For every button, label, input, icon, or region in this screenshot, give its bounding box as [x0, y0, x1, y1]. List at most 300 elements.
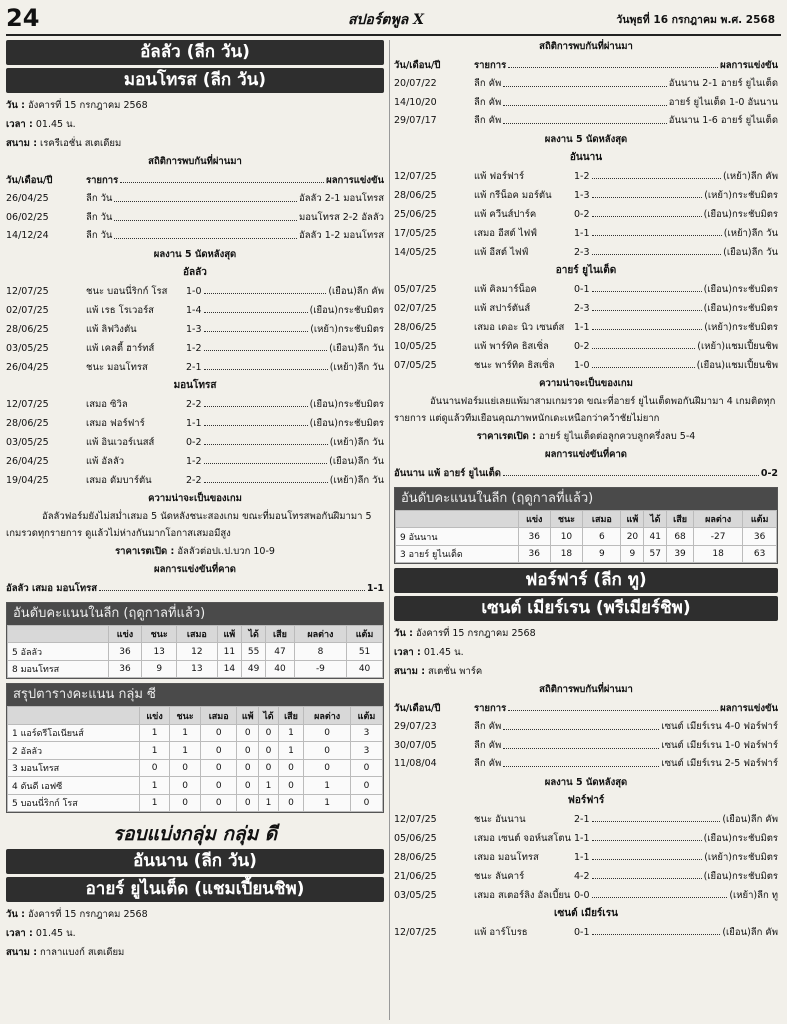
form-detail: [574, 356, 778, 375]
form-row: [6, 395, 384, 414]
match1-team2-name: มอนโทรส: [173, 379, 217, 391]
form-match: [474, 167, 574, 186]
table-column-header: เสมอ: [201, 707, 237, 725]
table-cell: 10: [550, 528, 583, 546]
form-opponent: ฟอร์ฟาร์: [110, 417, 145, 429]
form-competition: ลีก วัน: [357, 474, 384, 486]
form-date: 07/05/25: [394, 359, 437, 371]
h2h-result: เซนต์ เมียร์เรน 4-0 ฟอร์ฟาร์: [661, 721, 778, 733]
table-cell: 55: [242, 643, 266, 661]
table-cell: 0: [237, 777, 259, 795]
leader-dots: [503, 112, 667, 124]
h2h-row: [6, 190, 384, 209]
leader-dots: [204, 471, 328, 483]
table-cell: 40: [347, 660, 383, 678]
table-row: [8, 643, 383, 661]
match1-team1-bar: อัลลัว (ลีก วัน): [6, 40, 384, 65]
form-outcome: เสมอ: [474, 890, 496, 902]
form-detail: [574, 867, 778, 886]
table-cell: 36: [518, 545, 550, 563]
table-cell: 0: [201, 777, 237, 795]
table-cell: 0: [350, 777, 382, 795]
match1-h2h-title: สถิติการพบกันที่ผ่านมา: [148, 156, 242, 167]
match2-analysis-title: ความน่าจะเป็นของเกม: [539, 377, 633, 389]
table-cell: 1: [278, 742, 304, 760]
form-row: [6, 414, 384, 433]
match1-h2h-list: [6, 190, 384, 246]
table-cell: 40: [266, 660, 295, 678]
table-cell: -27: [694, 528, 743, 546]
form-score: 2-2: [186, 398, 202, 410]
form-date: 05/07/25: [394, 283, 437, 295]
form-competition: กระชับมิตร: [338, 304, 384, 316]
form-competition: กระชับมิตร: [732, 871, 778, 883]
form-row: [6, 282, 384, 301]
form-score: 1-3: [186, 323, 202, 335]
table-cell: 0: [304, 724, 351, 742]
form-row: [394, 224, 778, 243]
form-outcome: เสมอ: [474, 227, 496, 239]
table-column-header: ผลต่าง: [304, 707, 351, 725]
match1-team1-form: [6, 282, 384, 377]
form-opponent: ฟอร์ฟาร์: [489, 170, 525, 182]
form-competition: กระชับมิตร: [338, 398, 384, 410]
match1-venue: สนาม : เรครีเอชั่น สเตเดียม: [6, 138, 122, 149]
table-cell: 0: [201, 742, 237, 760]
table-cell: 0: [237, 724, 259, 742]
match2-prediction: อันนาน แพ้ อายร์ ยูไนเต็ด 0-2: [394, 464, 778, 483]
form-score: 1-0: [574, 359, 590, 371]
table-team: 3 อายร์ ยูไนเต็ด: [396, 545, 519, 563]
table-column-header: ได้: [242, 625, 266, 643]
form-opponent: ซิวิล: [110, 398, 128, 410]
form-opponent: กรีน็อค มอร์ตัน: [489, 189, 552, 201]
match2-h2h-list: [394, 75, 778, 131]
page-number: 24: [6, 4, 40, 32]
leader-dots: [204, 301, 308, 313]
match3-team2-name: เซนต์ เมียร์เรน: [554, 908, 618, 920]
match3-team1-name: ฟอร์ฟาร์: [567, 795, 605, 807]
leader-dots: [592, 867, 702, 879]
h2h-row: [394, 112, 778, 131]
form-detail: [186, 414, 384, 433]
h2h-result: อัลลัว 2-1 มอนโทรส: [299, 193, 384, 204]
leader-dots: [592, 167, 721, 179]
h2h-row: [394, 737, 778, 756]
form-score: 1-0: [186, 285, 202, 297]
table-cell: 20: [621, 528, 644, 546]
table-cell: 1: [140, 794, 170, 812]
form-match: [86, 282, 186, 301]
form-venue: (เหย้า): [722, 170, 751, 182]
table-column-header: แข่ง: [140, 707, 170, 725]
form-row: [394, 848, 778, 867]
form-score: 0-2: [186, 436, 202, 448]
table-cell: 0: [259, 724, 279, 742]
form-score: 1-2: [186, 342, 202, 354]
form-competition: กระชับมิตร: [732, 833, 778, 845]
leader-dots: [114, 209, 297, 221]
leader-dots: [503, 94, 667, 106]
table-row: [8, 724, 383, 742]
table-cell: 49: [242, 660, 266, 678]
form-row: [6, 433, 384, 452]
table-team: 4 ดันดี เอฟซี: [8, 777, 140, 795]
h2h-date: 20/07/22: [394, 78, 437, 89]
form-outcome: แพ้: [86, 455, 99, 467]
match2-odds: ราคาเรตเปิด : อายร์ ยูไนเต็ดต่อลูกควบลูกครึ่งลบ 5-4: [476, 430, 696, 442]
leader-dots: [204, 452, 328, 464]
form-score: 1-1: [574, 833, 590, 845]
form-score: 1-4: [186, 304, 202, 316]
form-match: [474, 299, 574, 318]
table-team-header: [8, 625, 109, 643]
form-competition: กระชับมิตร: [732, 302, 778, 314]
table-cell: 1: [140, 724, 170, 742]
table-cell: 0: [237, 759, 259, 777]
form-match: [474, 886, 574, 905]
form-match: [474, 318, 574, 337]
match3-team2-bar: เซนต์ เมียร์เรน (พรีเมียร์ชิพ): [394, 596, 778, 621]
form-date: 02/07/25: [6, 304, 49, 316]
table-column-header: แข่ง: [108, 625, 142, 643]
table-header-row: [8, 707, 383, 725]
form-venue: (เหย้า): [329, 361, 358, 373]
table-team: 5 อัลลัว: [8, 643, 109, 661]
form-outcome: แพ้: [474, 302, 487, 314]
table-cell: 1: [140, 777, 170, 795]
table-cell: 0: [201, 724, 237, 742]
form-competition: ลีก ทู: [757, 890, 778, 902]
table-column-header: แต้ม: [743, 510, 777, 528]
form-detail: [574, 167, 778, 186]
form-row: [394, 243, 778, 262]
match2-prediction-title: ผลการแข่งขันที่คาด: [545, 448, 627, 460]
match3-venue: สนาม : สเตชั่น พาร์ค: [394, 666, 483, 678]
table-column-header: แพ้: [217, 625, 242, 643]
table-cell: 6: [583, 528, 621, 546]
form-row: [394, 280, 778, 299]
table-cell: 9: [142, 660, 177, 678]
leader-dots: [114, 227, 297, 239]
form-venue: (เยือน): [723, 246, 752, 258]
h2h-result: อายร์ ยูไนเต็ด 1-0 อันนาน: [668, 96, 778, 108]
form-opponent: เดอะ นิว เซนต์ส: [498, 321, 565, 333]
form-opponent: ลิฟวิงตัน: [101, 323, 137, 335]
form-row: [6, 301, 384, 320]
form-detail: [574, 318, 778, 337]
match2-team1-form: [394, 167, 778, 262]
table-row: [8, 759, 383, 777]
form-opponent: บอนนี่ริกก์ โรส: [107, 285, 168, 297]
leader-dots: [592, 923, 721, 935]
form-outcome: ชนะ: [474, 814, 493, 826]
form-competition: กระชับมิตร: [732, 852, 778, 864]
form-outcome: แพ้: [474, 170, 487, 182]
form-row: [394, 923, 778, 942]
form-score: 2-1: [186, 361, 202, 373]
match2-table-title: อันดับคะแนนในลีก (ฤดูกาลที่แล้ว): [395, 488, 777, 510]
table-cell: 18: [694, 545, 743, 563]
form-opponent: เรธ โรเวอร์ส: [101, 304, 154, 316]
table-team: 9 อันนาน: [396, 528, 519, 546]
form-date: 28/06/25: [394, 189, 437, 201]
form-venue: (เหย้า): [729, 890, 758, 902]
form-opponent: คิลมาร์น็อค: [489, 283, 537, 295]
form-row: [394, 867, 778, 886]
form-match: [474, 205, 574, 224]
form-opponent: อันนาน: [495, 814, 526, 826]
form-venue: (เยือน): [329, 342, 358, 354]
form-venue: (เยือน): [703, 302, 733, 314]
form-opponent: เคลตี้ ฮาร์ทส์: [101, 342, 155, 354]
table-row: [396, 545, 777, 563]
form-opponent: อาร์โบรธ: [489, 927, 528, 939]
h2h-competition: ลีก คัพ: [474, 758, 502, 770]
table-cell: 36: [743, 528, 777, 546]
leader-dots: [592, 280, 702, 292]
table-cell: 1: [259, 777, 279, 795]
form-outcome: ชนะ: [474, 871, 493, 883]
table-cell: 41: [644, 528, 667, 546]
table-cell: 0: [259, 759, 279, 777]
leader-dots: [592, 848, 703, 860]
form-competition: ลีก คัพ: [750, 170, 778, 182]
form-outcome: เสมอ: [86, 474, 108, 486]
form-match: [474, 280, 574, 299]
form-row: [394, 829, 778, 848]
form-opponent: มอนโทรส: [107, 361, 148, 373]
form-opponent: อีสต์ ไฟฟ์: [489, 246, 529, 258]
table-cell: 3: [350, 742, 382, 760]
form-detail: [186, 320, 384, 339]
leader-dots: [592, 337, 696, 349]
form-date: 17/05/25: [394, 227, 437, 239]
match2-time: เวลา : 01.45 น.: [6, 928, 76, 940]
h2h-date: 06/02/25: [6, 211, 49, 223]
match1-analysis-title: ความน่าจะเป็นของเกม: [148, 492, 242, 504]
match2-team1-name: อันนาน: [569, 151, 603, 163]
form-venue: (เหย้า): [704, 189, 733, 201]
h2h-date: 30/07/05: [394, 739, 437, 751]
form-match: [86, 395, 186, 414]
form-match: [474, 337, 574, 356]
match2-last5-title: ผลงาน 5 นัดหลังสุด: [544, 133, 628, 145]
form-date: 12/07/25: [394, 170, 437, 182]
form-date: 28/06/25: [6, 417, 49, 429]
table-team: 3 มอนโทรส: [8, 759, 140, 777]
form-outcome: ชนะ: [474, 359, 493, 371]
form-competition: แชมเปี้ยนชิพ: [725, 340, 778, 352]
match3-last5-title: ผลงาน 5 นัดหลังสุด: [544, 777, 628, 789]
table-cell: 0: [170, 794, 201, 812]
table-cell: 0: [237, 794, 259, 812]
table-cell: 0: [278, 794, 304, 812]
round-title: รอบแบ่งกลุ่ม กลุ่ม ดี: [112, 823, 278, 846]
form-outcome: ชนะ: [86, 361, 105, 373]
form-score: 4-2: [574, 871, 590, 883]
leader-dots: [592, 299, 702, 311]
form-outcome: แพ้: [474, 246, 487, 258]
match1-prediction: อัลลัว เสมอ มอนโทรส 1-1: [6, 579, 384, 598]
form-date: 03/05/25: [6, 342, 49, 354]
h2h-row: [394, 718, 778, 737]
match3-h2h-header: วัน/เดือน/ปี รายการ ผลการแข่งขัน: [394, 699, 778, 718]
leader-dots: [114, 190, 297, 202]
table-row: [396, 528, 777, 546]
form-date: 12/07/25: [394, 927, 437, 939]
table-column-header: เสมอ: [177, 625, 217, 643]
match1-team2-form: [6, 395, 384, 490]
form-venue: (เหย้า): [310, 323, 339, 335]
h2h-result: อัลลัว 1-2 มอนโทรส: [299, 230, 384, 242]
match2-team2-form: [394, 280, 778, 375]
table-column-header: ชนะ: [550, 510, 583, 528]
form-opponent: ลันคาร์: [495, 871, 525, 883]
form-venue: (เยือน): [703, 871, 733, 883]
form-detail: [186, 301, 384, 320]
form-venue: (เยือน): [309, 304, 339, 316]
leader-dots: [592, 205, 702, 217]
table-column-header: เสีย: [278, 707, 304, 725]
match3-date: วัน : อังคารที่ 15 กรกฎาคม 2568: [394, 628, 536, 640]
form-score: 0-2: [574, 340, 590, 352]
form-row: [6, 452, 384, 471]
table-cell: 0: [170, 759, 201, 777]
form-detail: [186, 452, 384, 471]
match2-date: วัน : อังคารที่ 15 กรกฎาคม 2568: [6, 909, 148, 921]
form-opponent: เซนต์ จอห์นสโตน: [498, 833, 572, 845]
form-detail: [574, 299, 778, 318]
form-score: 1-1: [574, 321, 590, 333]
form-venue: (เยือน): [722, 927, 751, 939]
table-cell: 57: [644, 545, 667, 563]
match2-league-table: [394, 487, 778, 565]
form-outcome: เสมอ: [474, 321, 496, 333]
h2h-competition: ลีก คัพ: [474, 721, 502, 733]
table-cell: 1: [278, 724, 304, 742]
match2-team2-name: อายร์ ยูไนเต็ด: [555, 264, 617, 276]
form-detail: [574, 923, 778, 942]
table-column-header: เสีย: [266, 625, 295, 643]
form-opponent: อินเวอร์เนสส์: [101, 436, 155, 448]
table-cell: 18: [550, 545, 583, 563]
form-row: [394, 810, 778, 829]
form-score: 1-3: [574, 189, 590, 201]
leader-dots: [592, 356, 695, 368]
form-date: 21/06/25: [394, 871, 437, 883]
match1-h2h-header: วัน/เดือน/ปี รายการ ผลการแข่งขัน: [6, 171, 384, 190]
table-header-row: [396, 510, 777, 528]
form-row: [394, 337, 778, 356]
form-date: 19/04/25: [6, 474, 49, 486]
table-column-header: แพ้: [237, 707, 259, 725]
match1-last5-title: ผลงาน 5 นัดหลังสุด: [153, 248, 237, 260]
table-column-header: ผลต่าง: [294, 625, 346, 643]
match1-table-title: อันดับคะแนนในลีก (ฤดูกาลที่แล้ว): [7, 603, 383, 625]
table-cell: 0: [170, 777, 201, 795]
form-match: [474, 923, 574, 942]
leader-dots: [204, 395, 308, 407]
form-match: [86, 471, 186, 490]
form-score: 2-1: [574, 814, 590, 826]
match1-odds: ราคาเรตเปิด : อัลลัวต่อปเ.ป.บวก 10-9: [115, 545, 275, 557]
form-score: 2-2: [186, 474, 202, 486]
leader-dots: [204, 358, 328, 370]
h2h-date: 26/04/25: [6, 193, 49, 204]
form-score: 0-0: [574, 890, 590, 902]
h2h-row: [394, 755, 778, 774]
table-cell: 0: [259, 742, 279, 760]
table-team: 2 อัลลัว: [8, 742, 140, 760]
form-outcome: แพ้: [86, 304, 99, 316]
header-rule: [6, 34, 781, 36]
form-competition: กระชับมิตร: [732, 321, 778, 333]
h2h-competition: ลีก คัพ: [474, 739, 502, 751]
match3-h2h-list: [394, 718, 778, 774]
form-score: 0-1: [574, 927, 590, 939]
form-date: 12/07/25: [394, 814, 437, 826]
form-row: [394, 299, 778, 318]
form-date: 25/06/25: [394, 208, 437, 220]
form-competition: กระชับมิตร: [338, 323, 384, 335]
table-column-header: ชนะ: [142, 625, 177, 643]
column-divider: [389, 40, 390, 1020]
page-header: [0, 0, 787, 36]
match2-team1-bar: อันนาน (ลีก วัน): [6, 849, 384, 874]
form-date: 28/06/25: [6, 323, 49, 335]
newspaper-logo: สปอร์ตพูล X: [348, 12, 424, 28]
form-outcome: แพ้: [474, 189, 487, 201]
match2-h2h-title: สถิติการพบกันที่ผ่านมา: [539, 41, 633, 52]
form-opponent: มอนโทรส: [498, 852, 539, 864]
form-score: 0-1: [574, 283, 590, 295]
form-detail: [574, 205, 778, 224]
table-cell: 1: [304, 794, 351, 812]
table-cell: 36: [108, 643, 142, 661]
match2-team2-bar: อายร์ ยูไนเต็ด (แชมเปี้ยนชิพ): [6, 877, 384, 902]
form-score: 2-3: [574, 246, 590, 258]
match2-analysis: อันนานฟอร์มแย่เลยแพ้มาสามเกมรวด ขณะที่อายร์ ยูไนเต็ดพอกันฝีมามา 4 เกมติดทุกรายการ แต่ดูแล้วทีมเยือนคุณภาพหนักเดะเหนือกว่าคว้าชัยไม่ยาก: [394, 395, 776, 424]
form-venue: (เยือน): [703, 283, 733, 295]
table-header-row: [8, 625, 383, 643]
table-cell: 3: [350, 724, 382, 742]
form-venue: (เหย้า): [329, 436, 358, 448]
table-column-header: เสมอ: [583, 510, 621, 528]
match1-time: เวลา : 01.45 น.: [6, 119, 76, 130]
table-team-header: [396, 510, 519, 528]
form-match: [86, 452, 186, 471]
table-cell: 13: [142, 643, 177, 661]
table-cell: 9: [621, 545, 644, 563]
match1-date: วัน : อังคารที่ 15 กรกฎาคม 2568: [6, 100, 148, 111]
form-detail: [574, 810, 778, 829]
form-outcome: ชนะ: [86, 285, 105, 297]
table-team: 8 มอนโทรส: [8, 660, 109, 678]
match2-venue: สนาม : กาลาแบงก์ สเตเดียม: [6, 947, 125, 959]
form-date: 10/05/25: [394, 340, 437, 352]
form-date: 28/06/25: [394, 321, 437, 333]
table-cell: 47: [266, 643, 295, 661]
match1-prediction-title: ผลการแข่งขันที่คาด: [154, 563, 236, 575]
table-cell: 0: [350, 794, 382, 812]
form-detail: [574, 224, 778, 243]
match2-h2h-header: วัน/เดือน/ปี รายการ ผลการแข่งขัน: [394, 56, 778, 75]
form-detail: [186, 282, 384, 301]
form-competition: กระชับมิตร: [732, 189, 778, 201]
table-cell: 9: [583, 545, 621, 563]
form-date: 14/05/25: [394, 246, 437, 258]
